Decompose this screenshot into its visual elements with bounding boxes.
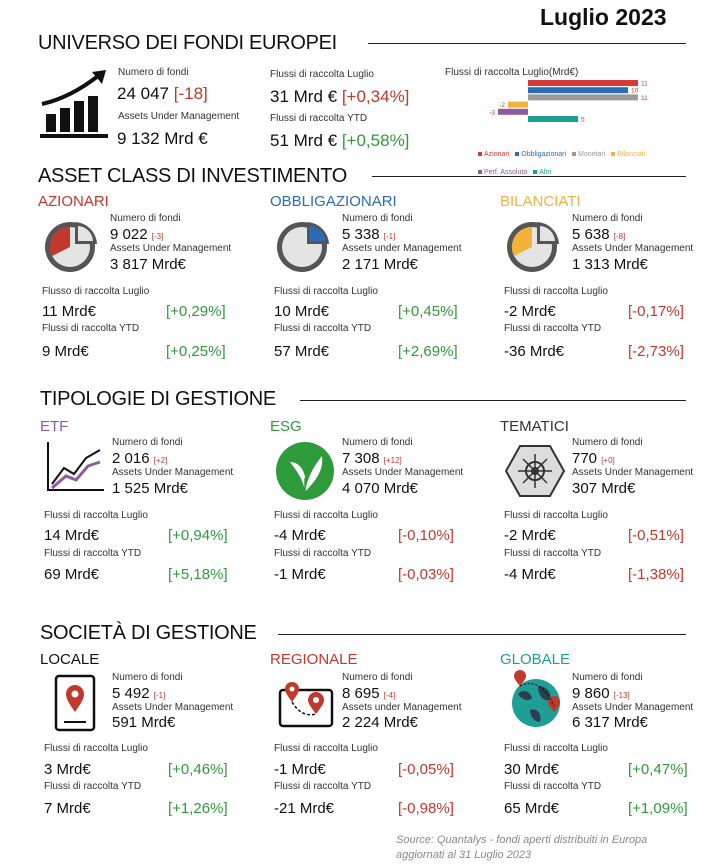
flow-ytd-value: -1 Mrd€: [274, 566, 326, 583]
legend-label: Obbligazionari: [521, 151, 567, 158]
universe-flow-month-label: Flussi di raccolta Luglio: [270, 69, 374, 80]
num-funds-delta: [-3]: [151, 232, 164, 241]
num-funds-value: 9 022 [-3]: [110, 226, 164, 243]
chart-bar-perf-assoluta: [498, 109, 528, 115]
legend-item: [515, 149, 566, 160]
flow-month-value: 11 Mrd€: [42, 303, 96, 320]
section-title-societa: SOCIETÀ DI GESTIONE: [40, 622, 257, 644]
aum-value: 6 317 Mrd€: [572, 714, 648, 731]
category-name: LOCALE: [40, 651, 100, 668]
flow-month-delta: [+0,47%]: [628, 761, 688, 778]
chart-bar-altri: [528, 116, 578, 122]
num-funds-value: 8 695 [-4]: [342, 685, 396, 702]
num-funds-label: Numero di fondi: [342, 213, 413, 224]
aum-value: 4 070 Mrd€: [342, 480, 418, 497]
flow-month-delta: [-0,10%]: [398, 527, 454, 544]
aum-label: Assets Under Management: [572, 243, 694, 254]
num-funds-label: Numero di fondi: [342, 672, 413, 683]
flow-month-value: -2 Mrd€: [504, 303, 556, 320]
flow-month-delta: [+0,94%]: [168, 527, 228, 544]
aum-label: Assets under Management: [342, 243, 462, 254]
num-funds-label: Numero di fondi: [112, 437, 183, 448]
chart-data-label: -2: [499, 102, 505, 110]
chart-data-label: 5: [581, 116, 585, 124]
flow-month-value: 30 Mrd€: [504, 761, 560, 778]
flow-ytd-label: Flussi di raccolta YTD: [504, 781, 602, 792]
flow-month-label: Flusso di raccolta Luglio: [42, 286, 150, 297]
esg-leaf-icon: [274, 440, 336, 507]
legend-item: [572, 149, 605, 160]
universe-aum-label: Assets Under Management: [118, 111, 240, 122]
growth-chart-icon: [40, 70, 110, 145]
flow-month-label: Flussi di raccolta Luglio: [44, 510, 148, 521]
flow-ytd-label: Flussi di raccolta YTD: [274, 548, 372, 559]
num-funds-value: 5 492 [-1]: [112, 685, 166, 702]
aum-value: 2 171 Mrd€: [342, 256, 418, 273]
report-date: Luglio 2023: [540, 4, 667, 30]
legend-label: Monetari: [578, 151, 606, 158]
section-divider: [372, 176, 686, 177]
num-funds-label: Numero di fondi: [572, 213, 643, 224]
category-name: GLOBALE: [500, 651, 571, 668]
flow-ytd-label: Flussi di raccolta YTD: [504, 323, 602, 334]
flow-ytd-label: Flussi di raccolta YTD: [504, 548, 602, 559]
flow-ytd-label: Flussi di raccolta YTD: [274, 323, 372, 334]
chart-data-label: 10: [631, 87, 639, 95]
flow-ytd-delta: [-2,73%]: [628, 343, 684, 360]
universe-num-value: 24 047 [-18]: [117, 84, 208, 103]
aum-value: 3 817 Mrd€: [110, 256, 186, 273]
category-name: AZIONARI: [38, 193, 109, 210]
flow-month-delta: [+0,46%]: [168, 761, 228, 778]
legend-label: Azionari: [484, 151, 510, 158]
flow-ytd-value: 65 Mrd€: [504, 800, 560, 817]
num-funds-label: Numero di fondi: [110, 213, 181, 224]
chart-bar-bilanciati: [508, 102, 528, 108]
flow-ytd-value: 69 Mrd€: [44, 566, 100, 583]
num-funds-delta: [-1]: [383, 232, 396, 241]
flow-ytd-delta: [+1,26%]: [168, 800, 228, 817]
category-name: ESG: [270, 418, 302, 435]
flow-ytd-label: Flussi di raccolta YTD: [274, 781, 372, 792]
flow-month-delta: [-0,17%]: [628, 303, 684, 320]
aum-value: 307 Mrd€: [572, 480, 636, 497]
chart-bar-obbligazionari: [528, 87, 628, 93]
etf-chart-icon: [44, 440, 106, 500]
flow-ytd-delta: [-0,03%]: [398, 566, 454, 583]
aum-label: Assets Under Management: [112, 467, 234, 478]
flow-month-delta: [-0,51%]: [628, 527, 684, 544]
flow-ytd-value: -4 Mrd€: [504, 566, 556, 583]
universe-num-label: Numero di fondi: [118, 67, 189, 78]
aum-label: Assets Under Management: [572, 467, 694, 478]
universe-flow-ytd-value: 51 Mrd € [+0,58%]: [270, 131, 410, 150]
num-funds-value: 5 338 [-1]: [342, 226, 396, 243]
equity-pie-icon: [42, 214, 104, 281]
flow-ytd-delta: [-1,38%]: [628, 566, 684, 583]
num-funds-value: 2 016 [+2]: [112, 450, 168, 467]
flow-ytd-value: -21 Mrd€: [274, 800, 335, 817]
chart-bar-monetari: [528, 94, 638, 100]
global-globe-icon: [504, 672, 568, 739]
source-note: [396, 833, 647, 863]
aum-label: Assets Under Management: [572, 702, 694, 713]
num-funds-label: Numero di fondi: [342, 437, 413, 448]
section-divider: [278, 634, 686, 635]
section-title-universe: UNIVERSO DEI FONDI EUROPEI: [38, 32, 337, 54]
chart-legend: [478, 143, 688, 179]
flow-ytd-value: 9 Mrd€: [42, 343, 89, 360]
chart-data-label: 11: [641, 80, 648, 88]
chart-title: Flussi di raccolta Luglio(Mrd€): [445, 67, 579, 78]
legend-label: Perf. Assoluta: [484, 169, 528, 176]
flow-ytd-label: Flussi di raccolta YTD: [42, 323, 140, 334]
thematic-icon: [504, 440, 566, 507]
flows-bar-chart: [440, 80, 680, 135]
universe-flow-month-value: 31 Mrd € [+0,34%]: [270, 87, 410, 106]
flow-month-label: Flussi di raccolta Luglio: [274, 743, 378, 754]
num-funds-delta: [+12]: [383, 456, 402, 465]
num-funds-delta: [+0]: [601, 456, 615, 465]
section-divider: [300, 400, 686, 401]
num-funds-value: 5 638 [-8]: [572, 226, 626, 243]
universe-flow-month-delta: [+0,34%]: [341, 87, 410, 106]
flow-month-delta: [+0,29%]: [166, 303, 226, 320]
universe-flow-ytd-label: Flussi di raccolta YTD: [270, 113, 368, 124]
flow-month-label: Flussi di raccolta Luglio: [44, 743, 148, 754]
flow-month-delta: [-0,05%]: [398, 761, 454, 778]
section-title-gestione: TIPOLOGIE DI GESTIONE: [40, 388, 276, 410]
flow-ytd-delta: [-0,98%]: [398, 800, 454, 817]
category-name: TEMATICI: [500, 418, 569, 435]
aum-label: Assets Under Management: [342, 467, 464, 478]
flow-month-value: 3 Mrd€: [44, 761, 91, 778]
universe-flow-ytd-delta: [+0,58%]: [341, 131, 410, 150]
flow-month-label: Flussi di raccolta Luglio: [504, 743, 608, 754]
legend-item: [611, 149, 645, 160]
source-line-2: aggiornati al 31 Luglio 2023: [396, 849, 532, 861]
flow-month-value: -1 Mrd€: [274, 761, 326, 778]
category-name: REGIONALE: [270, 651, 358, 668]
category-name: OBBLIGAZIONARI: [270, 193, 397, 210]
flow-ytd-delta: [+2,69%]: [398, 343, 458, 360]
aum-value: 2 224 Mrd€: [342, 714, 418, 731]
flow-month-delta: [+0,45%]: [398, 303, 458, 320]
category-name: ETF: [40, 418, 69, 435]
aum-label: Assets Under Management: [110, 243, 232, 254]
section-divider: [368, 43, 686, 44]
num-funds-value: 9 860 [-13]: [572, 685, 630, 702]
flow-ytd-value: 7 Mrd€: [44, 800, 91, 817]
aum-label: Assets Under Management: [112, 702, 234, 713]
num-funds-label: Numero di fondi: [112, 672, 183, 683]
aum-value: 591 Mrd€: [112, 714, 176, 731]
aum-value: 1 313 Mrd€: [572, 256, 648, 273]
flow-month-value: 10 Mrd€: [274, 303, 330, 320]
flow-month-label: Flussi di raccolta Luglio: [504, 510, 608, 521]
num-funds-value: 7 308 [+12]: [342, 450, 402, 467]
flow-ytd-label: Flussi di raccolta YTD: [44, 781, 142, 792]
aum-value: 1 525 Mrd€: [112, 480, 188, 497]
legend-label: Altri: [539, 169, 552, 176]
flow-month-label: Flussi di raccolta Luglio: [274, 286, 378, 297]
flow-month-label: Flussi di raccolta Luglio: [504, 286, 608, 297]
flow-ytd-delta: [+0,25%]: [166, 343, 226, 360]
chart-data-label: 11: [641, 94, 648, 102]
flow-ytd-delta: [+1,09%]: [628, 800, 688, 817]
regional-map-icon: [274, 672, 338, 739]
num-funds-label: Numero di fondi: [572, 672, 643, 683]
num-funds-delta: [-13]: [613, 691, 630, 700]
num-funds-delta: [+2]: [153, 456, 168, 465]
num-funds-label: Numero di fondi: [572, 437, 643, 448]
chart-data-label: -3: [489, 109, 495, 117]
num-funds-delta: [-8]: [613, 232, 626, 241]
bond-pie-icon: [274, 214, 336, 281]
local-pin-icon: [44, 672, 106, 739]
section-title-asset-class: ASSET CLASS DI INVESTIMENTO: [38, 165, 348, 187]
flow-month-value: -4 Mrd€: [274, 527, 326, 544]
flow-ytd-delta: [+5,18%]: [168, 566, 228, 583]
aum-label: Assets under Management: [342, 702, 462, 713]
chart-bar-azionari: [528, 80, 638, 86]
legend-label: Bilanciati: [617, 151, 646, 158]
flow-ytd-value: 57 Mrd€: [274, 343, 330, 360]
flow-ytd-value: -36 Mrd€: [504, 343, 565, 360]
source-line-1: Source: Quantalys - fondi aperti distribuiti in Europa: [396, 834, 648, 846]
category-name: BILANCIATI: [500, 193, 581, 210]
num-funds-delta: [-4]: [383, 691, 396, 700]
balanced-pie-icon: [504, 214, 566, 281]
flow-month-label: Flussi di raccolta Luglio: [274, 510, 378, 521]
flow-ytd-label: Flussi di raccolta YTD: [44, 548, 142, 559]
universe-aum-value: 9 132 Mrd €: [117, 129, 208, 148]
num-funds-delta: [-1]: [153, 691, 166, 700]
legend-item: [478, 149, 509, 160]
universe-num-delta: [-18]: [173, 84, 208, 103]
num-funds-value: 770 [+0]: [572, 450, 615, 467]
flow-month-value: 14 Mrd€: [44, 527, 100, 544]
flow-month-value: -2 Mrd€: [504, 527, 556, 544]
